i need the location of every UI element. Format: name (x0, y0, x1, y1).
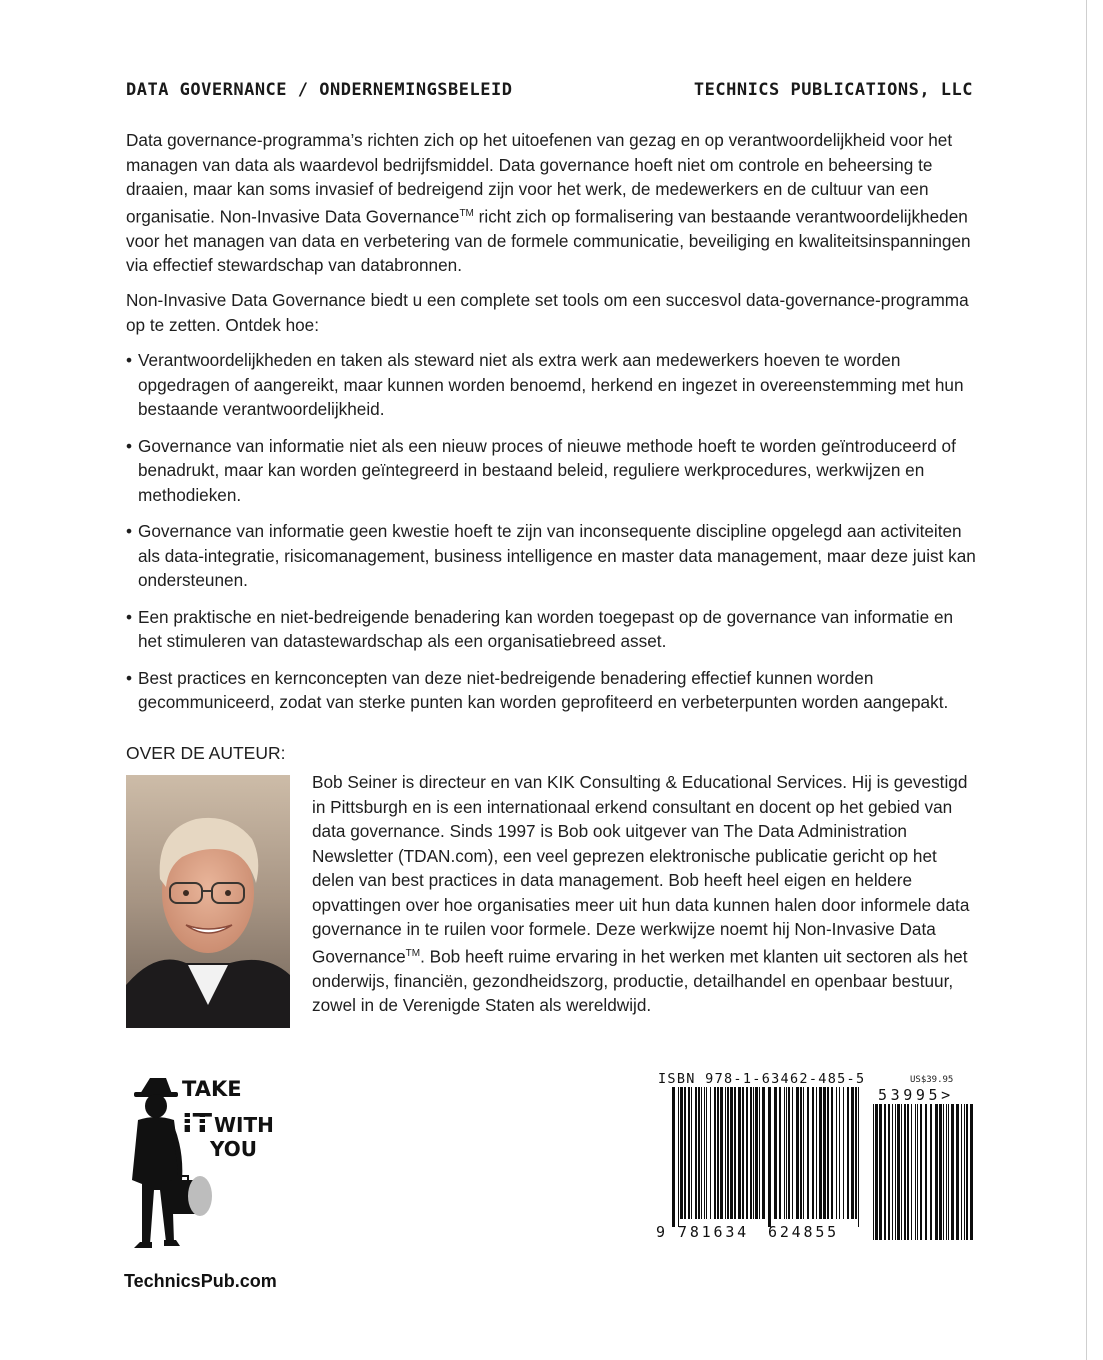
barcode-bar (917, 1104, 918, 1240)
barcode-bar (831, 1087, 833, 1219)
barcode-bar (706, 1087, 707, 1219)
list-item (126, 666, 976, 715)
barcode-bar (768, 1087, 771, 1227)
barcode-bar (684, 1087, 686, 1219)
barcode-bar (753, 1087, 754, 1219)
logo-it-text: IT (182, 1109, 213, 1139)
barcode-bar (839, 1087, 840, 1219)
barcode-bar (680, 1087, 683, 1219)
barcode-bar (762, 1087, 765, 1219)
barcode-bar (920, 1104, 922, 1240)
ean-right-digits: 624855 (768, 1223, 839, 1241)
barcode-bar (800, 1087, 802, 1219)
barcode-bar (698, 1087, 700, 1219)
barcode-bar (956, 1104, 959, 1240)
barcode-bar (943, 1104, 944, 1240)
barcode-bar (710, 1087, 711, 1219)
barcode-bar (904, 1104, 906, 1240)
barcode-bar (847, 1087, 849, 1219)
barcode-bar (895, 1104, 896, 1240)
barcode-bar (727, 1087, 729, 1219)
list-item-text: Governance van informatie geen kwestie hoeft te zijn van inconsequente discipline opgelegd aan activiteiten als data-integratie, risicomanagement, business intelligence en master data management, maar deze juist kan ondersteunen. (138, 521, 976, 590)
author-bio-text-end: . Bob heeft ruime ervaring in het werken met klanten uit sectoren als het onderwijs, financiën, gezondheidszorg, productie, detailhandel en openbaar bestuur, zowel in de Verenigde Staten als wereldwijd. (312, 946, 968, 1016)
barcode-bar (704, 1087, 705, 1219)
barcode-bar (678, 1087, 679, 1227)
author-portrait-illustration (126, 775, 290, 1028)
ean-first-digit: 9 (656, 1223, 666, 1241)
barcode-bar (803, 1087, 804, 1219)
barcode-bar (961, 1104, 962, 1240)
bullet-marker: • (126, 521, 133, 541)
barcode-bar (691, 1087, 692, 1219)
barcode-bar (888, 1104, 890, 1240)
barcode-bar (858, 1087, 859, 1227)
barcode-bar (823, 1087, 826, 1219)
barcode-bar (884, 1104, 886, 1240)
list-item (126, 434, 976, 508)
isbn-label: ISBN 978-1-63462-485-5 (658, 1071, 866, 1087)
barcode-bar (796, 1087, 799, 1219)
publisher-website: TechnicsPub.com (124, 1271, 277, 1291)
barcode-bar (966, 1104, 968, 1240)
barcode-bar (746, 1087, 748, 1219)
barcode-bar (759, 1087, 760, 1219)
logo-with-text: WITH (214, 1113, 274, 1137)
list-item-text: Een praktische en niet-bedreigende benadering kan worden toegepast op de governance van informatie en het stimuleren van datastewardschap als een organisatiebreed asset. (138, 606, 954, 651)
barcode-bar (925, 1104, 927, 1240)
barcode-bar (901, 1104, 902, 1240)
barcode-bar (951, 1104, 954, 1240)
barcode-bar (788, 1087, 790, 1219)
intro-text-start: Data governance-programma’s richten zich op het uitoefenen van gezag en op verantwoordelijkheid voor het managen van data als waardevol bedrijfsmiddel. Data governance hoeft niet om controle en beheersing te draaien, maar kan soms invasief of bedreigend zijn voor het werk, de medewerkers en de cultuur van een organisatie. Non-Invasive Data Governance (126, 130, 953, 227)
barcode-bar (807, 1087, 809, 1219)
barcode-bar (930, 1104, 932, 1240)
barcode-bar (688, 1087, 690, 1219)
barcode-bar (946, 1104, 947, 1240)
author-bio (312, 770, 977, 1018)
list-item-text: Best practices en kernconcepten van deze niet-bedreigende benadering effectief kunnen worden gecommuniceerd, zodat van sterke punten kan worden geprofiteerd en verbeterpunten worden aangepakt. (138, 667, 949, 712)
bullet-marker: • (126, 667, 133, 688)
intro-text-end: richt zich op formalisering van bestaande verantwoordelijkheden voor het managen van data en verbetering van de formele communicatie, beveiliging en kwaliteitsinspanningen via effectief stewardschap van databronnen. (126, 206, 971, 276)
barcode-bar (939, 1104, 942, 1240)
barcode-addon-digits: 53995> (878, 1086, 954, 1104)
barcode-bar (730, 1087, 733, 1219)
barcode-bar (892, 1104, 893, 1240)
barcode-bar (911, 1104, 912, 1240)
barcode-bar (792, 1087, 793, 1219)
ean-left-digits: 781634 (678, 1223, 749, 1241)
list-item-text: Governance van informatie niet als een nieuw proces of nieuwe methode hoeft te worden geïntroduceerd of benadrukt, maar kan worden geïntegreerd in bestaand beleid, reguliere werkprocedures, werkwijzen en methodieken. (138, 435, 956, 505)
barcode-bar (851, 1087, 854, 1219)
barcode-bar (717, 1087, 719, 1219)
barcode-bar (755, 1087, 758, 1219)
barcode-bar (786, 1087, 787, 1219)
isbn-barcode (672, 1087, 862, 1227)
barcode-bar (897, 1104, 900, 1240)
barcode-bar (774, 1087, 777, 1219)
publisher-logo (120, 1072, 295, 1267)
page-edge-divider (1086, 0, 1087, 1360)
barcode-bar (701, 1087, 702, 1219)
bullet-marker: • (126, 350, 133, 370)
barcode-bar (742, 1087, 744, 1219)
barcode-bar (907, 1104, 909, 1240)
logo-you-text: YOU (210, 1137, 258, 1161)
barcode-bar (915, 1104, 916, 1240)
barcode-bar (827, 1087, 829, 1219)
barcode-bar (873, 1104, 874, 1240)
header-publisher: TECHNICS PUBLICATIONS, LLC (693, 80, 973, 100)
barcode-bar (725, 1087, 726, 1219)
barcode-bar (784, 1087, 785, 1219)
bullet-marker: • (126, 435, 133, 456)
intro-paragraph-2: Non-Invasive Data Governance biedt u een complete set tools om een succesvol data-governance-programma op te zetten. Ontdek hoe: (126, 290, 969, 335)
barcode-bar (695, 1087, 697, 1219)
barcode-bar (734, 1087, 736, 1219)
businessman-silhouette-icon (120, 1072, 295, 1267)
barcode-bar (875, 1104, 878, 1240)
barcode-bar (855, 1087, 857, 1219)
barcode-bar (843, 1087, 844, 1219)
barcode-bar (935, 1104, 938, 1240)
barcode-bar (836, 1087, 837, 1219)
barcode-bar (779, 1087, 781, 1219)
list-item-text: Verantwoordelijkheden en taken als steward niet als extra werk aan medewerkers hoeven te worden opgedragen of aangereikt, maar kunnen worden benoemd, herkend en ingezet in overeenstemming met hun bestaande verantwoordelijkheid. (138, 350, 964, 419)
barcode-bar (738, 1087, 741, 1219)
barcode-bar (879, 1104, 882, 1240)
barcode-bar (812, 1087, 814, 1219)
barcode-bar (672, 1087, 675, 1227)
price-addon-barcode (873, 1104, 973, 1240)
barcode-bar (714, 1087, 716, 1219)
header-category: DATA GOVERNANCE / ONDERNEMINGSBELEID (126, 80, 513, 100)
bullet-marker: • (126, 606, 133, 627)
list-item (126, 519, 976, 593)
barcode-bar (964, 1104, 965, 1240)
benefits-list (126, 348, 976, 727)
barcode-bar (720, 1087, 723, 1219)
price-label: US$39.95 (910, 1075, 954, 1085)
author-bio-text: Bob Seiner is directeur en van KIK Consulting & Educational Services. Hij is gevestigd in Pittsburgh en is een internationaal erkend consultant en docent op het gebied van data governance. Sinds 1997 is Bob ook uitgever van The Data Administration Newsletter (TDAN.com), een veel geprezen elektronische publicatie gericht op het delen van best practices in data management. Bob heeft heel eigen en heldere opvattingen over hoe organisaties meer uit hun data kunnen halen door informele data governance in te ruilen voor formele. Deze werkwijze noemt hij Non-Invasive Data Governance (312, 772, 970, 967)
trademark-mark: TM (459, 207, 474, 219)
intro-paragraph (126, 128, 976, 278)
trademark-mark: TM (405, 947, 421, 959)
author-heading: OVER DE AUTEUR: (126, 743, 286, 763)
barcode-bar (970, 1104, 973, 1240)
list-item (126, 605, 976, 654)
logo-take-text: TAKE (182, 1077, 242, 1101)
barcode-bar (819, 1087, 822, 1219)
author-photo (126, 775, 290, 1028)
barcode-bar (816, 1087, 817, 1219)
barcode-bar (750, 1087, 752, 1219)
list-item (126, 348, 976, 422)
barcode-bar (948, 1104, 949, 1240)
